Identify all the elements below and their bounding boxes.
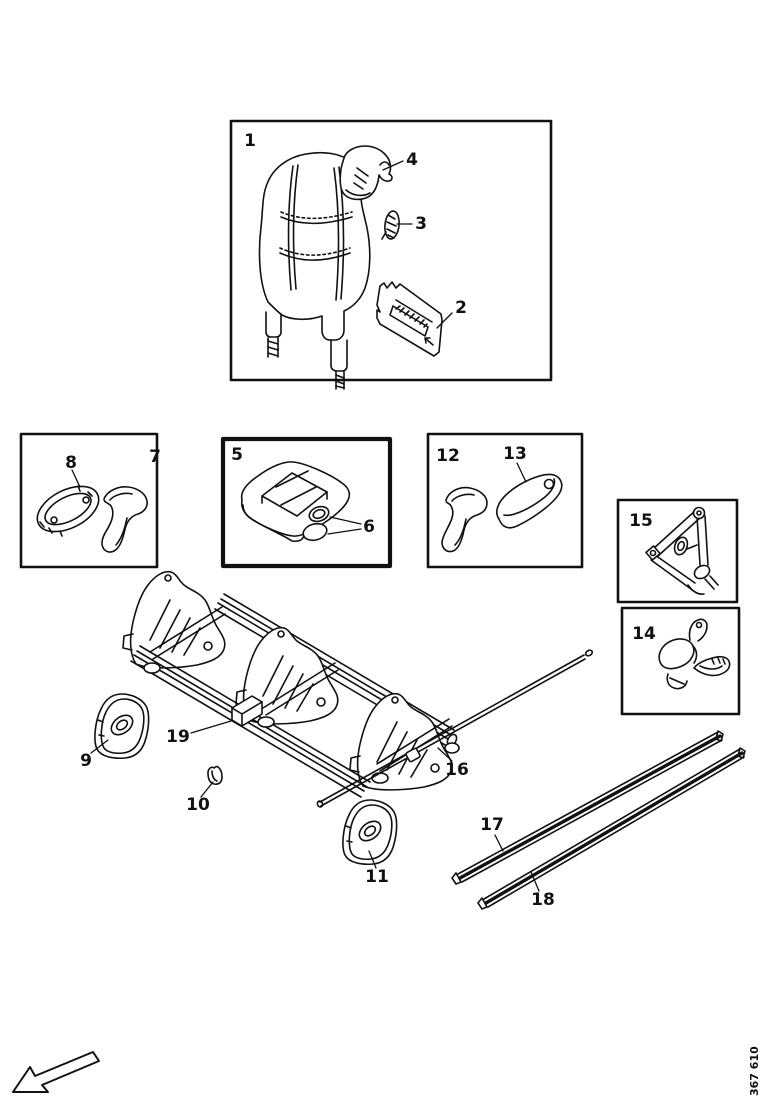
part-label-15: 15 — [629, 511, 653, 531]
part-rail-18 — [478, 748, 745, 909]
part-label-19: 19 — [166, 727, 190, 747]
inset-box-trim-handles — [21, 434, 157, 567]
part-label-16: 16 — [445, 760, 469, 780]
part-label-1: 1 — [244, 131, 256, 151]
part-label-13: 13 — [503, 444, 527, 464]
part-headrest — [340, 146, 392, 199]
part-label-2: 2 — [455, 298, 467, 318]
inset-box-cushion — [223, 439, 390, 566]
part-label-12: 12 — [436, 446, 460, 466]
part-label-9: 9 — [80, 751, 92, 771]
part-side-cover — [95, 694, 149, 758]
seat-frame-assembly — [95, 572, 593, 865]
part-label-18: 18 — [531, 890, 555, 910]
part-triangle-bracket — [646, 508, 718, 595]
part-label-17: 17 — [480, 815, 504, 835]
part-clip-upper — [382, 210, 400, 239]
part-label-11: 11 — [365, 867, 389, 887]
part-label-7: 7 — [149, 447, 161, 467]
part-side-shell — [497, 474, 562, 527]
part-label-14: 14 — [632, 624, 656, 644]
direction-arrow-icon — [13, 1052, 99, 1092]
part-label-3: 3 — [415, 214, 427, 234]
part-grommet — [208, 767, 222, 785]
part-handle-right — [442, 488, 487, 552]
part-label-5: 5 — [231, 445, 243, 465]
part-label-10: 10 — [186, 795, 210, 815]
part-belt-latch — [659, 619, 730, 688]
inset-box-backrest — [231, 121, 551, 389]
figure-number: 367 610 — [748, 1046, 761, 1096]
part-ring-bezel — [30, 477, 106, 541]
part-label-4: 4 — [406, 150, 418, 170]
part-backrest-panel — [377, 282, 442, 356]
part-rail-17 — [452, 731, 723, 884]
part-label-6: 6 — [363, 517, 375, 537]
part-seat-cushion — [242, 462, 350, 541]
part-handle-left — [102, 487, 147, 552]
part-label-8: 8 — [65, 453, 77, 473]
frame-fin — [123, 572, 225, 668]
